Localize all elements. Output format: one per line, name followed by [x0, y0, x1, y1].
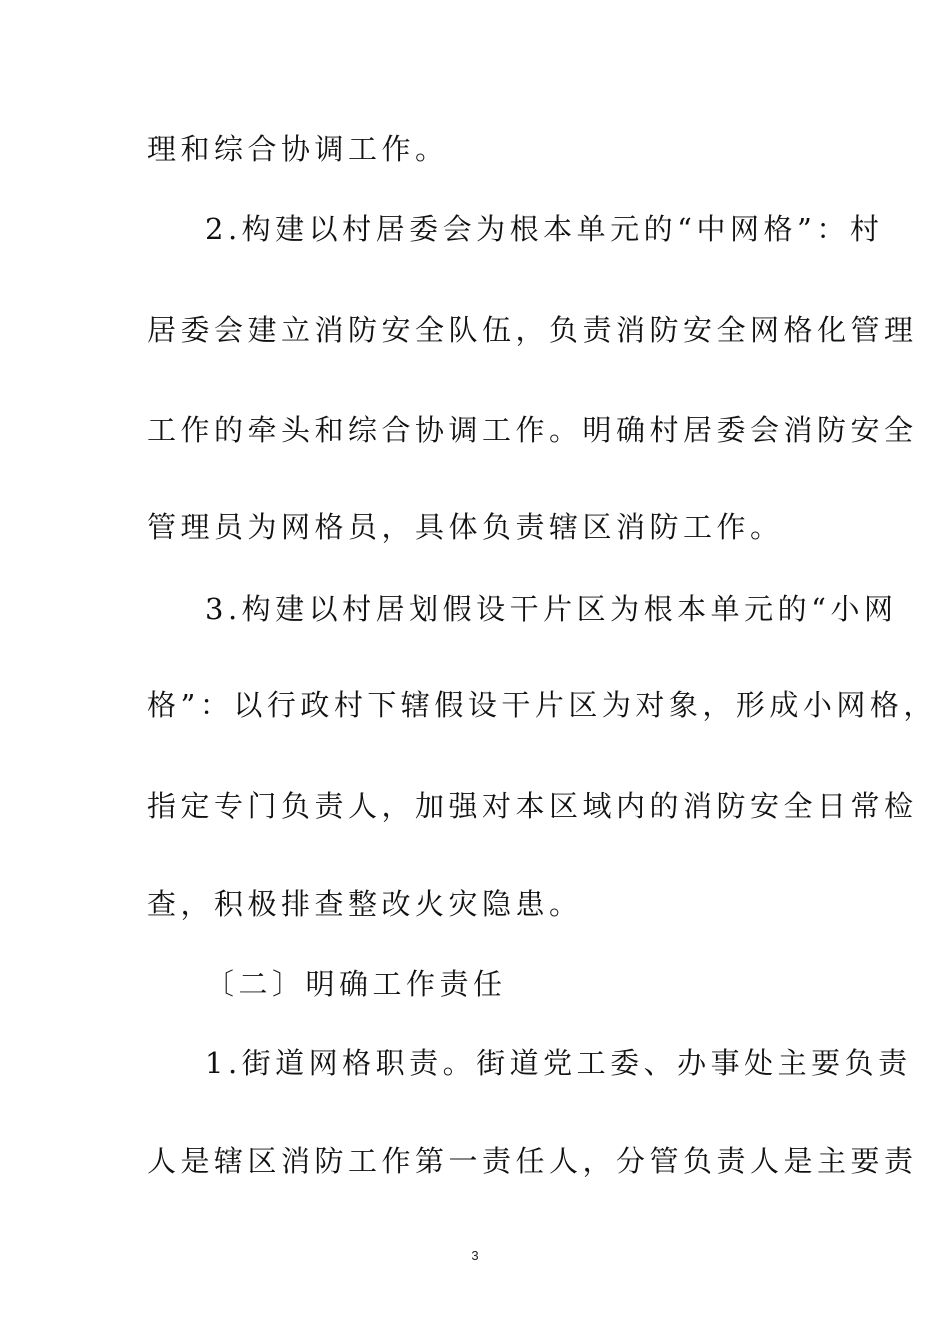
- paragraph-line: 查，积极排查整改火灾隐患。: [147, 887, 583, 921]
- paragraph-line: 居委会建立消防安全队伍，负责消防安全网格化管理: [147, 313, 918, 347]
- paragraph-line: 理和综合协调工作。: [147, 132, 449, 166]
- paragraph-line: 工作的牵头和综合协调工作。明确村居委会消防安全: [147, 413, 918, 447]
- paragraph-line: 格”：以行政村下辖假设干片区为对象，形成小网格，: [147, 688, 937, 722]
- paragraph-line: 2.构建以村居委会为根本单元的“中网格”：村: [205, 212, 884, 246]
- paragraph-line: 人是辖区消防工作第一责任人，分管负责人是主要责: [147, 1144, 918, 1178]
- paragraph-line: 3.构建以村居划假设干片区为根本单元的“小网: [205, 592, 898, 626]
- paragraph-line: 指定专门负责人，加强对本区域内的消防安全日常检: [147, 789, 918, 823]
- paragraph-line: 管理员为网格员，具体负责辖区消防工作。: [147, 510, 784, 544]
- paragraph-line: 1.街道网格职责。街道党工委、办事处主要负责: [205, 1046, 912, 1080]
- page-number: 3: [471, 1248, 479, 1263]
- section-heading: 〔二〕明确工作责任: [205, 967, 507, 1001]
